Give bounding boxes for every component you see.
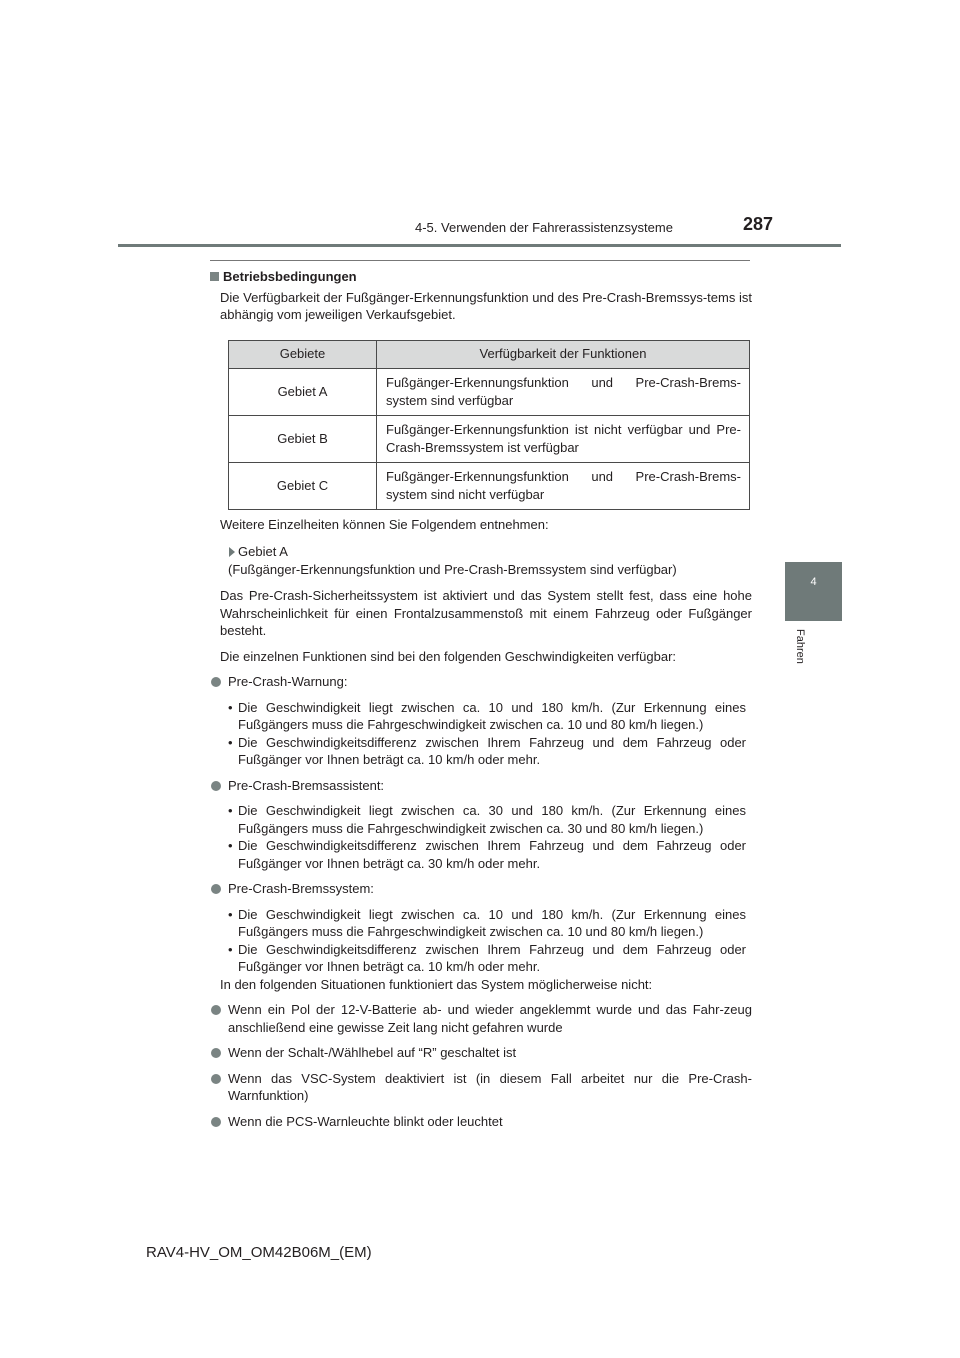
chapter-number: 4 bbox=[810, 576, 817, 588]
chapter-tab bbox=[785, 562, 842, 621]
section-heading: Betriebsbedingungen bbox=[210, 268, 752, 286]
document-code: RAV4-HV_OM_OM42B06M_(EM) bbox=[146, 1244, 372, 1261]
more-details-text: Weitere Einzelheiten können Sie Folgendem entnehmen: bbox=[220, 516, 549, 532]
availability-table bbox=[228, 340, 750, 510]
situation-item: Wenn die PCS-Warnleuchte blinkt oder leuchtet bbox=[210, 1113, 752, 1131]
availability-cell: Fußgänger-Erkennungsfunktion ist nicht verfügbar und Pre-Crash-Bremssystem ist verfügbar bbox=[377, 415, 750, 462]
table-row bbox=[229, 368, 750, 415]
availability-cell: Fußgänger-Erkennungsfunktion und Pre-Crash-Brems-system sind nicht verfügbar bbox=[377, 462, 750, 509]
function-item: Pre-Crash-Bremsassistent: bbox=[210, 777, 752, 795]
intro-paragraph: Die Verfügbarkeit der Fußgänger-Erkennungsfunktion und des Pre-Crash-Bremssys-tems ist abhängig vom jeweiligen Verkaufsgebiet. bbox=[220, 289, 752, 322]
situations-intro: In den folgenden Situationen funktioniert das System möglicherweise nicht: bbox=[220, 976, 653, 992]
square-bullet-icon bbox=[210, 272, 219, 281]
paragraph-speeds: Die einzelnen Funktionen sind bei den folgenden Geschwindigkeiten verfügbar: bbox=[220, 648, 677, 664]
function-condition: • Die Geschwindigkeit liegt zwischen ca. 10 und 180 km/h. (Zur Erkennung eines Fußgängers muss die Fahrgeschwindigkeit zwischen ca. 10 und 80 km/h liegen.) bbox=[228, 699, 746, 732]
circle-bullet-icon bbox=[211, 677, 221, 687]
table-header-row bbox=[229, 340, 750, 368]
function-condition: • Die Geschwindigkeitsdifferenz zwischen Ihrem Fahrzeug und dem Fahrzeug oder Fußgänger vor Ihnen beträgt ca. 10 km/h oder mehr. bbox=[228, 941, 746, 974]
area-a-item bbox=[210, 543, 752, 578]
function-condition: • Die Geschwindigkeit liegt zwischen ca. 30 und 180 km/h. (Zur Erkennung eines Fußgängers muss die Fahrgeschwindigkeit zwischen ca. 30 und 80 km/h liegen.) bbox=[228, 803, 746, 836]
arrow-right-icon bbox=[229, 547, 235, 557]
function-condition: • Die Geschwindigkeitsdifferenz zwischen Ihrem Fahrzeug und dem Fahrzeug oder Fußgänger vor Ihnen beträgt ca. 30 km/h oder mehr. bbox=[228, 838, 746, 871]
table-row bbox=[229, 462, 750, 509]
content-rule bbox=[210, 260, 750, 261]
area-a-title: Gebiet A bbox=[238, 544, 288, 559]
area-cell: Gebiet A bbox=[229, 368, 377, 415]
situation-list bbox=[210, 1001, 752, 1130]
header-rule bbox=[118, 244, 841, 247]
circle-bullet-icon bbox=[211, 1074, 221, 1084]
chapter-label: Fahren bbox=[794, 629, 806, 664]
section-title: 4-5. Verwenden der Fahrerassistenzsysteme bbox=[415, 220, 673, 235]
area-a-subtitle: (Fußgänger-Erkennungsfunktion und Pre-Crash-Bremssystem sind verfügbar) bbox=[228, 561, 677, 577]
header-availability: Verfügbarkeit der Funktionen bbox=[377, 340, 750, 368]
page-number: 287 bbox=[743, 214, 774, 234]
function-condition: • Die Geschwindigkeit liegt zwischen ca. 10 und 180 km/h. (Zur Erkennung eines Fußgängers muss die Fahrgeschwindigkeit zwischen ca. 10 und 80 km/h liegen.) bbox=[228, 906, 746, 939]
situation-item: Wenn ein Pol der 12-V-Batterie ab- und wieder angeklemmt wurde und das Fahr-zeug anschließend eine gewisse Zeit lang nicht gefahren wurde bbox=[210, 1001, 752, 1036]
situation-item: Wenn der Schalt-/Wählhebel auf “R” geschaltet ist bbox=[210, 1044, 752, 1062]
function-condition: • Die Geschwindigkeitsdifferenz zwischen Ihrem Fahrzeug und dem Fahrzeug oder Fußgänger vor Ihnen beträgt ca. 10 km/h oder mehr. bbox=[228, 734, 746, 767]
availability-cell: Fußgänger-Erkennungsfunktion und Pre-Crash-Brems-system sind verfügbar bbox=[377, 368, 750, 415]
circle-bullet-icon bbox=[211, 1005, 221, 1015]
function-item: Pre-Crash-Warnung: bbox=[210, 673, 752, 691]
circle-bullet-icon bbox=[211, 1048, 221, 1058]
circle-bullet-icon bbox=[211, 1117, 221, 1127]
function-list bbox=[210, 673, 752, 976]
area-cell: Gebiet C bbox=[229, 462, 377, 509]
area-cell: Gebiet B bbox=[229, 415, 377, 462]
header-areas: Gebiete bbox=[229, 340, 377, 368]
function-item: Pre-Crash-Bremssystem: bbox=[210, 880, 752, 898]
circle-bullet-icon bbox=[211, 884, 221, 894]
circle-bullet-icon bbox=[211, 781, 221, 791]
paragraph-system-activation: Das Pre-Crash-Sicherheitssystem ist aktiviert und das System stellt fest, dass eine hohe Wahrscheinlichkeit für einen Frontalzusammenstoß mit einem Fahrzeug oder Fußgänger besteht. bbox=[220, 588, 752, 638]
table-row bbox=[229, 415, 750, 462]
situation-item: Wenn das VSC-System deaktiviert ist (in diesem Fall arbeitet nur die Pre-Crash-Warnfunktion) bbox=[210, 1070, 752, 1105]
page-content bbox=[210, 268, 752, 1130]
